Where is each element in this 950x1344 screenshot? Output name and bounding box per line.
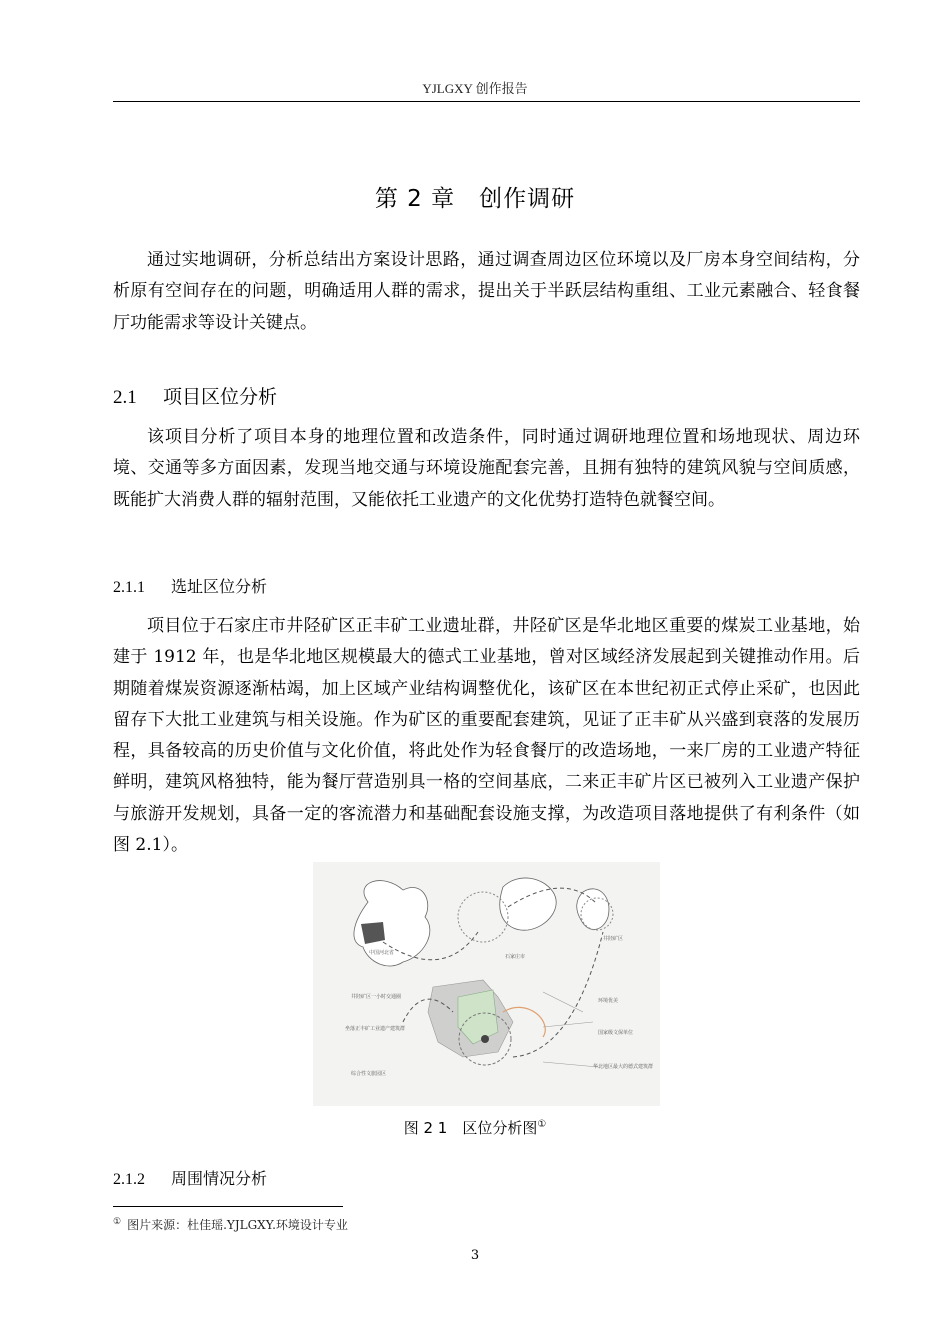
section-heading-2-1-1 (113, 574, 267, 597)
label-culture: 综合性文旅园区 (351, 1071, 387, 1077)
location-analysis-figure (313, 862, 660, 1106)
intro-text: 通过实地调研，分析总结出方案设计思路，通过调查周边区位环境以及厂房本身空间结构，分析原有空间存在的问题，明确适用人群的需求，提出关于半跃层结构重组、工业元素融合、轻食餐厅功能需求等设计关键点。 (113, 250, 860, 333)
label-env: 环境优美 (598, 998, 619, 1004)
section-title: 选址区位分析 (171, 577, 268, 596)
figure-caption-text: 图 2 1 区位分析图 (403, 1119, 538, 1137)
footnote-text: 图片来源：杜佳瑶.YJLGXY.环境设计专业 (127, 1218, 348, 1232)
footnote-rule (113, 1206, 343, 1207)
figure-caption (0, 1117, 950, 1138)
label-traffic: 井陉矿区一小时交通圈 (351, 994, 402, 1000)
section-number: 2.1 (113, 387, 137, 408)
section-2-1-paragraph (113, 422, 860, 516)
section-number: 2.1.2 (113, 1171, 145, 1188)
chapter-title: 第 2 章 创作调研 (374, 186, 576, 212)
section-2-1-text: 该项目分析了项目本身的地理位置和改造条件，同时通过调研地理位置和场地现状、周边环境、交通等多方面因素，发现当地交通与环境设施配套完善，且拥有独特的建筑风貌与空间质感，既能扩大消费人群的辐射范围，又能依托工业遗产的文化优势打造特色就餐空间。 (113, 427, 860, 510)
section-title: 周围情况分析 (171, 1169, 268, 1188)
header-rule (113, 101, 860, 102)
section-2-1-1-text: 项目位于石家庄市井陉矿区正丰矿工业遗址群，井陉矿区是华北地区重要的煤炭工业基地，始建于 1912 年，也是华北地区规模最大的德式工业基地，曾对区域经济发展起到关键推动作用。后期随着煤炭资源逐渐枯竭，加上区域产业结构调整优化，该矿区在本世纪初正式停止采矿，也因此留存下大批工业建筑与相关设施。作为矿区的重要配套建筑，见证了正丰矿从兴盛到衰落的发展历程，具备较高的历史价值与文化价值，将此处作为轻食餐厅的改造场地，一来厂房的工业遗产特征鲜明，建筑风格独特，能为餐厅营造别具一格的空间基底，二来正丰矿片区已被列入工业遗产保护与旅游开发规划，具备一定的客流潜力和基础配套设施支撑，为改造项目落地提供了有利条件（如图 2.1）。 (113, 616, 860, 856)
label-protect: 国家级文保单位 (598, 1030, 634, 1036)
location-map-image (313, 862, 660, 1106)
label-hebei: 中国河北省 (369, 950, 395, 956)
footnote-mark: ① (113, 1217, 122, 1227)
label-german: 华北地区最大的德式建筑群 (593, 1064, 654, 1070)
label-heritage: 坐落正丰矿工业遗产建筑群 (345, 1026, 406, 1032)
section-number: 2.1.1 (113, 579, 145, 596)
section-heading-2-1-2 (113, 1166, 267, 1189)
section-title: 项目区位分析 (163, 386, 278, 408)
section-2-1-1-paragraph (113, 611, 860, 861)
label-shijiazhuang: 石家庄市 (505, 954, 526, 960)
label-jingxing: 井陉矿区 (603, 936, 624, 942)
footnote (113, 1216, 348, 1233)
footnote-ref: ① (537, 1119, 547, 1130)
page-number: 3 (470, 1248, 480, 1263)
intro-paragraph (113, 245, 860, 339)
running-header: YJLGXY 创作报告 (422, 81, 528, 96)
section-heading-2-1 (113, 382, 277, 409)
